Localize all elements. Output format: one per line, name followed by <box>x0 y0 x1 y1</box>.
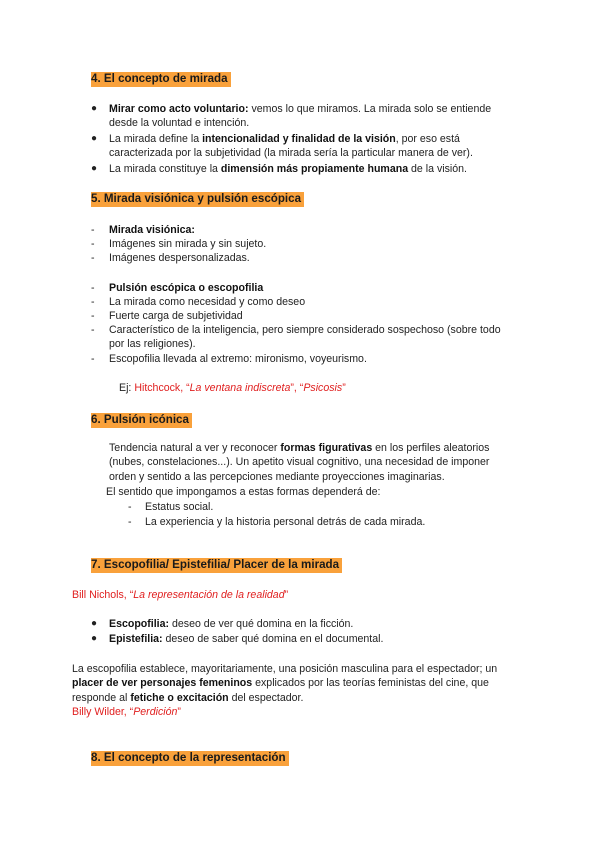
dash-marker: - <box>91 238 95 250</box>
s7-b1-rest: deseo de ver qué domina en la ficción. <box>169 618 354 630</box>
s5-item-1: Mirada visiónica: <box>109 224 195 236</box>
s7-ref2-title: Perdición <box>133 706 178 718</box>
s6-dash-1: Estatus social. <box>145 501 214 513</box>
s7-ref-title: La representación de la realidad <box>133 589 285 601</box>
dash-marker: - <box>91 296 95 308</box>
s5-ej-pre: Ej: <box>119 382 135 394</box>
s7-b1-bold: Escopofilia: <box>109 618 170 630</box>
s6-para-line4: El sentido que impongamos a estas formas dependerá de: <box>106 486 381 498</box>
s7-para-line2 <box>72 676 489 690</box>
s7-p2-bold: placer de ver personajes femeninos <box>72 677 253 689</box>
s7-p2-rest: explicados por las teorías feministas del cine, que <box>252 677 489 689</box>
s4-b1-bold: Mirar como acto voluntario: <box>109 103 249 115</box>
s5-ej-film2: Psicosis <box>303 382 343 394</box>
s4-b2-pre: La mirada define la <box>109 133 203 145</box>
section-7-heading: 7. Escopofilia/ Epistefilia/ Placer de la mirada <box>91 558 342 573</box>
s4-b3-pre: La mirada constituye la <box>109 163 221 175</box>
dash-marker: - <box>91 310 95 322</box>
s6-para-line3: orden y sentido a las percepciones mediante proyecciones imaginarias. <box>109 471 445 483</box>
s4-b3-bold: dimensión más propiamente humana <box>220 163 409 175</box>
s6-dash-2: La experiencia y la historia personal detrás de cada mirada. <box>145 516 426 528</box>
section-5-heading: 5. Mirada visiónica y pulsión escópica <box>91 192 304 207</box>
dash-marker: - <box>91 252 95 264</box>
s4-bullet-1-line2: desde la voluntad e intención. <box>109 117 250 129</box>
s7-b2-rest: deseo de saber qué domina en el documental. <box>162 633 384 645</box>
s5-item-7-line2: por las religiones). <box>109 338 196 350</box>
s7-reference-2 <box>72 705 181 719</box>
s4-b1-rest: vemos lo que miramos. La mirada solo se entiende <box>248 103 492 115</box>
section-6-heading: 6. Pulsión icónica <box>91 413 192 428</box>
s5-item-4: Pulsión escópica o escopofilia <box>109 282 264 294</box>
s7-ref2-post: ” <box>177 706 181 718</box>
s7-ref-post: ” <box>284 589 289 601</box>
s6-p1-pre: Tendencia natural a ver y reconocer <box>109 442 281 454</box>
dash-marker: - <box>91 353 95 365</box>
dash-marker: - <box>128 501 132 513</box>
s7-bullet-1 <box>109 617 353 631</box>
s5-item-6: Fuerte carga de subjetividad <box>109 310 243 322</box>
s7-para-line3 <box>72 691 303 705</box>
s7-bullet-2 <box>109 632 383 646</box>
s6-para-line1 <box>109 441 489 455</box>
section-4-heading: 4. El concepto de mirada <box>91 72 231 87</box>
section-8-heading: 8. El concepto de la representación <box>91 751 289 766</box>
s7-reference <box>72 588 288 602</box>
dash-marker: - <box>128 516 132 528</box>
s5-item-5: La mirada como necesidad y como deseo <box>109 296 306 308</box>
s4-bullet-1 <box>109 102 491 116</box>
s5-item-2: Imágenes sin mirada y sin sujeto. <box>109 238 267 250</box>
s4-b3-post: de la visión. <box>408 163 467 175</box>
s5-item-7: Característico de la inteligencia, pero siempre considerado sospechoso (sobre todo <box>109 324 501 336</box>
dash-marker: - <box>91 224 95 236</box>
s6-para-line2: (nubes, constelaciones...). Un apetito visual cognitivo, una necesidad de imponer <box>109 456 490 468</box>
s7-p3-bold: fetiche o excitación <box>130 692 229 704</box>
bullet-icon: ● <box>91 618 98 629</box>
s5-ej-red3: ” <box>342 382 346 394</box>
s7-p3-post: del espectador. <box>228 692 304 704</box>
s6-p1-bold: formas figurativas <box>280 442 373 454</box>
bullet-icon: ● <box>91 103 98 114</box>
bullet-icon: ● <box>91 633 98 644</box>
dash-marker: - <box>91 324 95 336</box>
s4-b2-bold: intencionalidad y finalidad de la visión <box>202 133 396 145</box>
s4-b2-post: , por eso está <box>395 133 460 145</box>
s5-ej-red1: Hitchcock, “ <box>134 382 190 394</box>
s4-bullet-2-line2: caracterizada por la subjetividad (la mirada sería la particular manera de ver). <box>109 147 473 159</box>
s5-item-3: Imágenes despersonalizadas. <box>109 252 250 264</box>
s4-bullet-3 <box>109 162 467 176</box>
bullet-icon: ● <box>91 163 98 174</box>
s5-example <box>119 381 346 395</box>
s7-b2-bold: Epistefilia: <box>109 633 163 645</box>
s5-ej-red2: ”, “ <box>290 382 304 394</box>
dash-marker: - <box>91 282 95 294</box>
s5-ej-film1: La ventana indiscreta <box>189 382 291 394</box>
bullet-icon: ● <box>91 133 98 144</box>
s7-ref-pre: Bill Nichols, “ <box>72 589 134 601</box>
s7-para-line1: La escopofilia establece, mayoritariamente, una posición masculina para el espectador; un <box>72 663 498 675</box>
s4-bullet-2 <box>109 132 460 146</box>
s7-ref2-pre: Billy Wilder, “ <box>72 706 134 718</box>
s7-p3-pre: responde al <box>72 692 131 704</box>
s6-p1-post: en los perfiles aleatorios <box>372 442 490 454</box>
s5-item-8: Escopofilia llevada al extremo: mironismo, voyeurismo. <box>109 353 367 365</box>
